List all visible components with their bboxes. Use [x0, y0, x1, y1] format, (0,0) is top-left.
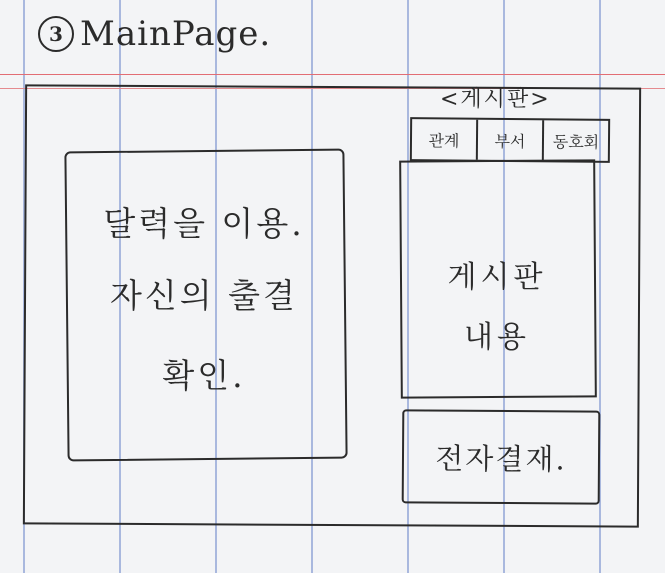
board-tab-bar: [410, 117, 610, 163]
board-content-line: 내용: [464, 320, 530, 355]
tab-relations[interactable]: 관계: [412, 119, 478, 160]
page-heading: [38, 14, 271, 54]
page-title: MainPage.: [80, 14, 272, 54]
board-title: <게시판>: [440, 87, 551, 112]
e-approval-button[interactable]: 전자결재.: [402, 409, 601, 504]
board-content-line: 게시판: [447, 260, 547, 295]
calendar-text-line: 달력을 이용.: [103, 204, 305, 243]
calendar-text-line: 확인.: [162, 356, 246, 395]
tab-department[interactable]: 부서: [478, 120, 544, 161]
step-number-badge: 3: [38, 16, 74, 52]
calendar-text-line: 자신의 출결: [110, 276, 298, 315]
tab-club[interactable]: 동호회: [552, 131, 600, 152]
